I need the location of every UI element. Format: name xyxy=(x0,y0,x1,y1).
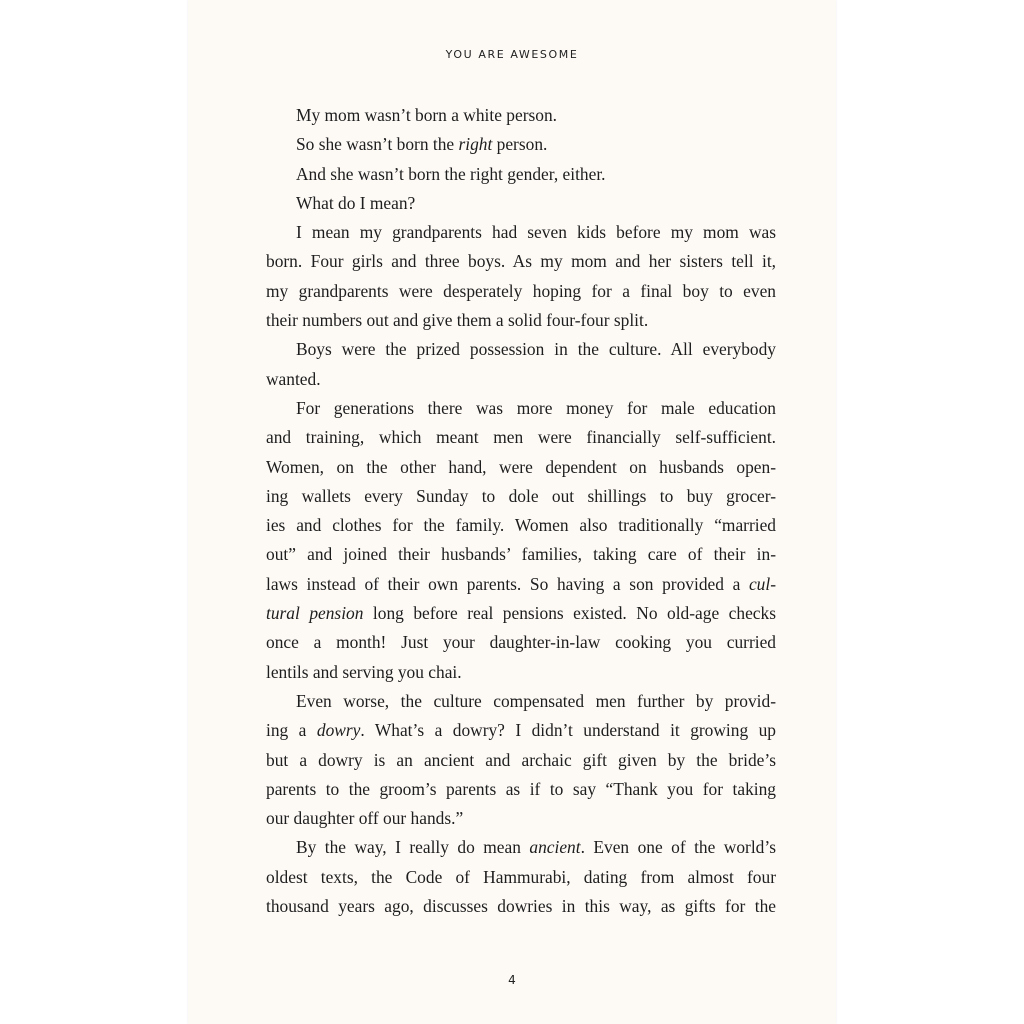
text-line xyxy=(266,277,776,306)
text-segment: Even worse, the culture compensated men further by provid- xyxy=(296,690,776,711)
text-segment: but a dowry is an ancient and archaic gift given by the bride’s xyxy=(266,749,776,770)
text-line xyxy=(266,335,776,364)
text-segment: Boys were the prized possession in the culture. All everybody xyxy=(296,339,776,360)
italic-text: dowry xyxy=(316,720,361,741)
text-segment: ing a xyxy=(266,720,317,741)
running-header: YOU ARE AWESOME xyxy=(445,48,579,61)
text-line xyxy=(266,453,776,482)
text-segment: once a month! Just your daughter-in-law cooking you curried xyxy=(266,632,776,653)
text-segment: out” and joined their husbands’ families, taking care of their in- xyxy=(266,544,776,565)
text-segment: thousand years ago, discusses dowries in this way, as gifts for the xyxy=(266,896,776,917)
text-segment: I mean my grandparents had seven kids before my mom was xyxy=(296,222,776,243)
text-line xyxy=(266,775,776,804)
text-line xyxy=(266,833,776,862)
text-segment: born. Four girls and three boys. As my mom and her sisters tell it, xyxy=(266,251,776,272)
text-segment: . Even one of the world’s xyxy=(580,837,776,858)
text-segment: our daughter off our hands.” xyxy=(266,808,464,829)
text-line xyxy=(266,540,776,569)
text-segment: person. xyxy=(492,134,548,155)
text-segment: parents to the groom’s parents as if to say “Thank you for taking xyxy=(266,778,776,799)
text-segment: lentils and serving you chai. xyxy=(266,661,462,682)
text-line xyxy=(266,394,776,423)
text-segment: their numbers out and give them a solid four-four split. xyxy=(266,310,649,331)
text-segment: For generations there was more money for male education xyxy=(296,397,776,418)
text-line xyxy=(266,101,776,130)
text-segment: ies and clothes for the family. Women also traditionally “married xyxy=(266,515,776,536)
text-line xyxy=(266,863,776,892)
text-segment: ing wallets every Sunday to dole out shillings to buy grocer- xyxy=(266,485,776,506)
text-line xyxy=(266,687,776,716)
text-segment: oldest texts, the Code of Hammurabi, dating from almost four xyxy=(266,866,776,887)
italic-text: right xyxy=(458,134,493,155)
text-line xyxy=(266,423,776,452)
text-line xyxy=(266,658,776,687)
text-segment: long before real pensions existed. No old-age checks xyxy=(363,603,776,624)
text-line xyxy=(266,247,776,276)
text-line xyxy=(266,716,776,745)
text-line xyxy=(266,599,776,628)
book-page xyxy=(188,0,836,1024)
page-number: 4 xyxy=(508,973,516,987)
italic-text: tural pension xyxy=(266,603,364,624)
text-segment: My mom wasn’t born a white person. xyxy=(296,105,557,125)
text-segment: and training, which meant men were financially self-sufficient. xyxy=(266,427,776,448)
text-line xyxy=(266,511,776,540)
text-segment: So she wasn’t born the xyxy=(296,134,459,155)
body-text xyxy=(266,101,776,921)
text-segment: Women, on the other hand, were dependent on husbands open- xyxy=(266,456,776,477)
text-line xyxy=(266,628,776,657)
text-segment: . What’s a dowry? I didn’t understand it growing up xyxy=(360,720,776,741)
italic-text: cul- xyxy=(748,573,776,594)
text-segment: What do I mean? xyxy=(296,192,416,213)
text-segment: And she wasn’t born the right gender, either. xyxy=(296,163,606,184)
text-line xyxy=(266,804,776,833)
text-line xyxy=(266,218,776,247)
text-line xyxy=(266,482,776,511)
text-line xyxy=(266,892,776,921)
text-segment: my grandparents were desperately hoping for a final boy to even xyxy=(266,280,776,301)
text-line xyxy=(266,570,776,599)
text-line xyxy=(266,306,776,335)
text-line xyxy=(266,189,776,218)
text-segment: wanted. xyxy=(266,368,321,389)
italic-text: ancient xyxy=(529,837,581,858)
text-segment: laws instead of their own parents. So having a son provided a xyxy=(266,573,749,594)
text-line xyxy=(266,746,776,775)
text-line xyxy=(266,365,776,394)
text-segment: By the way, I really do mean xyxy=(296,837,530,858)
text-line xyxy=(266,160,776,189)
text-line xyxy=(266,130,776,159)
